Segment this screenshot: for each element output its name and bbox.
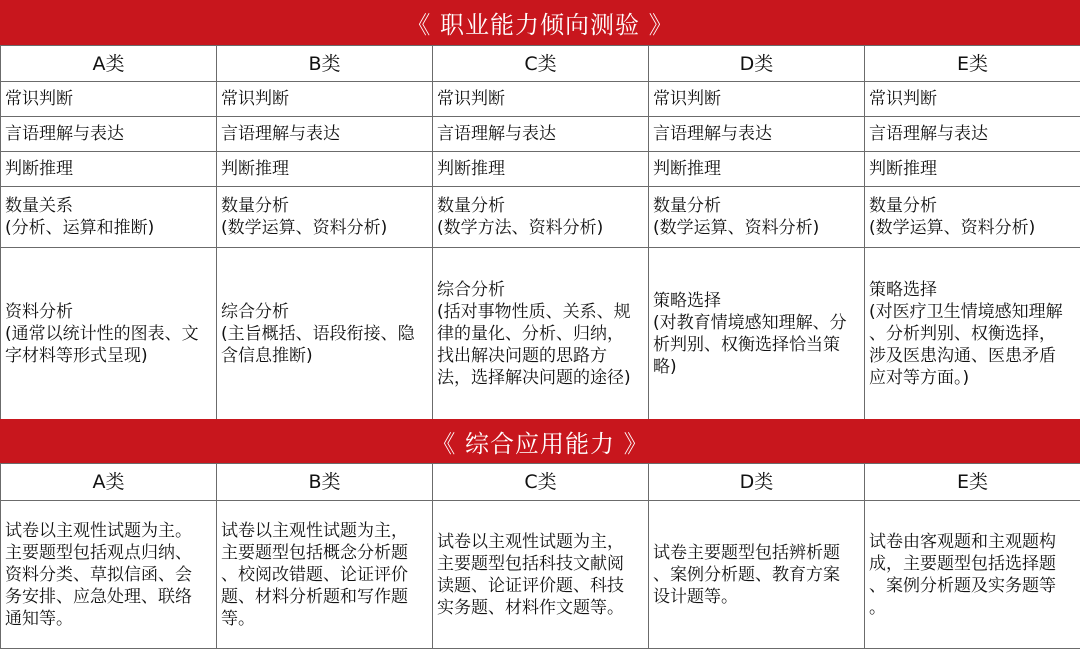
table-row [1,82,1080,117]
table-cell [217,152,433,187]
table-cell [433,152,649,187]
cell-line: 、校阅改错题、论证评价 [221,564,408,585]
cell-line: 综合分析 [437,279,505,300]
table-cell [217,248,433,420]
table-cell [1,152,217,187]
table-cell [865,152,1080,187]
cell-line: (通常以统计性的图表、文 [5,323,199,344]
cell-line: 等。 [221,608,255,629]
column-header: E类 [865,464,1080,501]
cell-line: (对医疗卫生情境感知理解 [869,301,1063,322]
cell-line: (数学运算、资料分析) [653,218,820,238]
cell-line: (分析、运算和推断) [5,218,155,238]
cell-line: 涉及医患沟通、医患矛盾 [869,345,1056,366]
cell-line: 言语理解与表达 [221,124,340,144]
table-row [1,501,1080,649]
cell-line: (数学运算、资料分析) [869,218,1036,238]
cell-line: 通知等。 [5,608,73,629]
table-cell [433,117,649,152]
cell-line: 数量分析 [221,196,289,216]
cell-line: 、案例分析题、教育方案 [653,564,840,585]
table-cell [865,501,1080,649]
column-header: D类 [649,464,865,501]
table-cell [1,187,217,248]
table-cell [433,187,649,248]
cell-line: 析判别、权衡选择恰当策 [653,334,840,355]
table-cell [217,187,433,248]
cell-line: 言语理解与表达 [437,124,556,144]
table-cell [865,248,1080,420]
cell-line: 主要题型包括观点归纳、 [5,542,192,563]
cell-line: 。 [869,597,886,618]
cell-line: (对教育情境感知理解、分 [653,312,847,333]
table-row [1,152,1080,187]
column-header: C类 [433,464,649,501]
column-header: C类 [433,46,649,82]
cell-line: 实务题、材料作文题等。 [437,597,624,618]
table-cell [433,501,649,649]
table-cell [865,117,1080,152]
table-cell [649,117,865,152]
table-cell [217,117,433,152]
table-cell [1,248,217,420]
table-cell [433,248,649,420]
cell-line: 判断推理 [653,159,721,179]
cell-line: 综合分析 [221,301,289,322]
cell-line: (数学方法、资料分析) [437,218,604,238]
cell-line: 数量分析 [869,196,937,216]
cell-line: 试卷由客观题和主观题构 [869,531,1056,552]
table-cell [649,501,865,649]
section-title-aptitude: 《 职业能力倾向测验 》 [406,11,674,39]
cell-line: 题、材料分析题和写作题 [221,586,408,607]
cell-line: 找出解决问题的思路方 [437,345,607,366]
cell-line: 、案例分析题及实务题等 [869,575,1056,596]
cell-line: 策略选择 [869,279,937,300]
cell-line: 律的量化、分析、归纳， [437,323,624,344]
table-cell [217,501,433,649]
header-row [1,46,1080,82]
column-header: A类 [1,464,217,501]
cell-line: 试卷以主观性试题为主。 [5,520,192,541]
column-header: A类 [1,46,217,82]
cell-line: 字材料等形式呈现) [5,345,148,366]
cell-line: (数学运算、资料分析) [221,218,388,238]
cell-line: 略) [653,356,677,377]
cell-line: 务安排、应急处理、联络 [5,586,192,607]
cell-line: 判断推理 [221,159,289,179]
cell-line: 言语理解与表达 [869,124,988,144]
cell-line: 主要题型包括科技文献阅 [437,553,624,574]
cell-line: 试卷主要题型包括辨析题 [653,542,840,563]
cell-line: 常识判断 [5,89,73,109]
table-cell [649,152,865,187]
table-cell [217,82,433,117]
cell-line: 应对等方面。) [869,367,970,388]
cell-line: 、分析判别、权衡选择， [869,323,1056,344]
cell-line: 试卷以主观性试题为主， [437,531,624,552]
cell-line: 数量分析 [437,196,505,216]
table-cell [865,82,1080,117]
section-banner-application [0,419,1080,463]
header-row [1,464,1080,501]
cell-line: 主要题型包括概念分析题 [221,542,408,563]
table-cell [433,82,649,117]
table-cell [1,501,217,649]
table-row [1,248,1080,420]
column-header: B类 [217,46,433,82]
table-cell [649,248,865,420]
cell-line: (括对事物性质、关系、规 [437,301,631,322]
cell-line: 常识判断 [653,89,721,109]
cell-line: 判断推理 [869,159,937,179]
cell-line: 判断推理 [437,159,505,179]
cell-line: 含信息推断) [221,345,313,366]
cell-line: 法，选择解决问题的途径) [437,367,631,388]
column-header: B类 [217,464,433,501]
cell-line: 数量分析 [653,196,721,216]
table-cell [649,82,865,117]
cell-line: 策略选择 [653,290,721,311]
cell-line: 判断推理 [5,159,73,179]
cell-line: (主旨概括、语段衔接、隐 [221,323,415,344]
cell-line: 常识判断 [221,89,289,109]
table-cell [649,187,865,248]
table-row [1,187,1080,248]
cell-line: 成，主要题型包括选择题 [869,553,1056,574]
table-cell [1,117,217,152]
cell-line: 常识判断 [869,89,937,109]
cell-line: 试卷以主观性试题为主， [221,520,408,541]
section-banner-aptitude [0,0,1080,45]
aptitude-table [0,45,1080,420]
cell-line: 资料分类、草拟信函、会 [5,564,192,585]
cell-line: 常识判断 [437,89,505,109]
section-title-application: 《 综合应用能力 》 [431,429,649,458]
column-header: E类 [865,46,1080,82]
table-row [1,117,1080,152]
application-table [0,463,1080,649]
column-header: D类 [649,46,865,82]
cell-line: 读题、论证评价题、科技 [437,575,624,596]
cell-line: 资料分析 [5,301,73,322]
table-cell [1,82,217,117]
cell-line: 数量关系 [5,196,73,216]
cell-line: 设计题等。 [653,586,738,607]
cell-line: 言语理解与表达 [5,124,124,144]
cell-line: 言语理解与表达 [653,124,772,144]
table-cell [865,187,1080,248]
